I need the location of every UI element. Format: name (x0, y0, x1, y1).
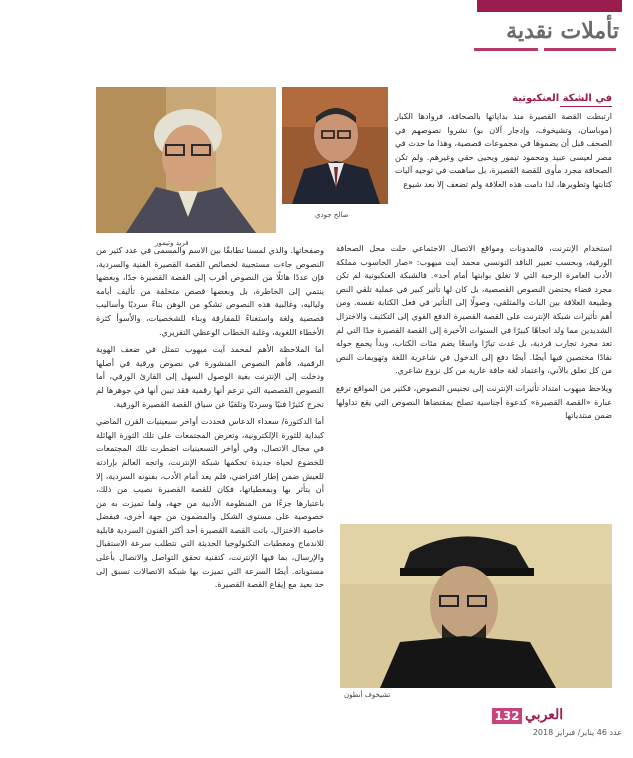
article-paragraph: أما الدكتورة/ سعداء الدعاس فحددت أواخر سبعينيات القرن الماضي كبداية للثورة الإلكترونية، وتعرض المجتمعات على تلك الثورة الهائلة في مجال الاتصال، وفي أواخر التسعينيات اضطرت تلك المجتمعات للخضوع لحياة جديدة تحكمها شبكة الإنترنت، واتجه العالم بإرادته للعيش ضمن إطار افتراضي، فلم يعد أمام الأدب، بفنونه السردية، إلا أن يتأثر بها وبمعطياتها، فكان للقصة القصيرة نصيب من ذلك، باعتبارها جزءًا من المنظومة الأدبية من جهة، ولما تميزت به من خصوصية على مستوى الشكل والمضمون من جهة أخرى، فبفضل خاصية الاختزال، باتت القصة القصيرة أحد أكثر الفنون السردية قابلية للاندماج ومعطيات التكنولوجيا الحديثة التي تتطلب سرعة الاستقبال والإرسال، بما فيها الإنترنت، كتقنية تحقق التواصل والاتصال بأعلى مستوياته. أيضًا السرعة التي تميزت بها شبكة الاتصالات تسبق إلى حد بعيد مع إيقاع القصة القصيرة. (96, 416, 324, 590)
portrait-suit-photo (282, 87, 388, 204)
article-paragraph: أما الملاحظة الأهم لمحمد آيت ميهوب تتمثل في ضعف الهوية الرقمية، فأهم النصوص المنشورة في نصوص ورقية في أصلها ودخلت إلى الإنترنت بغية الوصول السهل إلى القارئ الورقي، أما النصوص القصصية التي تزعم أنها رقمية فقد تبين أنها في جوهرها لم تخرج كثيرًا فنيًا وسرديًا وتلقيًا عن سياق القصة القصيرة الورقية. (96, 344, 324, 409)
article-paragraph: ويلاحظ ميهوب امتداد تأثيرات الإنترنت إلى تجنيس النصوص، فكثير من المواقع ترفع عبارة «القصة القصيرة» كدعوة أجناسية تصلح بمقتضاها النصوص التي يقع تداولها ضمن منتدياتها (336, 382, 612, 421)
article-column-left (96, 244, 324, 596)
article-paragraph: وصفحاتها. والذي لمسنا تطابقًا بين الاسم والمسمى في عدد كثير من النصوص جاءت مستجيبة لخصائص القصة القصيرة الفنية والسردية، فإن عددًا هائلًا من النصوص أقرب إلى القصة القصيرة جدًا، وبعضها ينتمي إلى الخاطرة، بل وبعضها قصص متخلفة من تأليف أيامه ولياليه، وغالبية هذه النصوص تشكو من الوهن بناءً سرديًا وأساليب قصصية ولغة واستغناءً للمفارقة وبناء للشخصيات، والأسوأ كثرة الأخطاء اللغوية، وغلبة الخطاب الوعظي التقريري. (96, 245, 324, 337)
header-stripe (474, 48, 538, 51)
photo-caption: صالح جودي (315, 211, 349, 219)
section-title: في الشكة العنكبوتية (512, 93, 612, 104)
chekhov-portrait-photo (340, 524, 612, 688)
issue-info: عدد 46 يناير/ فبراير 2018 (532, 728, 622, 737)
page-number: 132 (492, 708, 522, 724)
article-column-right-top (395, 110, 612, 196)
page-header-title: تأملات نقدية (506, 18, 619, 44)
article-paragraph: ارتبطت القصة القصيرة منذ بداياتها بالصحافة، فروادها الكبار (موباسان، وتشيخوف، وإدجار آلان بو) نشروا نصوصهم في الصحف قبل أن يضموها في مجموعات قصصية، وهذا ما حدث في مصر لعيسى عبيد ومحمود تيمور ويحيى حقي وغيرهم. ولم تكن الصحافة مجرد مأوى للقصة القصيرة، بل ساهمت في توجيه آليات كتابتها وتطويرها، لذا دامت هذه العلاقة ولم تضعف إلا بعد شيوع (395, 111, 612, 189)
photo-caption: تشيخوف أنطون (344, 691, 391, 699)
section-divider (560, 106, 612, 107)
portrait-painting-photo (96, 87, 276, 233)
article-column-right (336, 242, 612, 427)
header-accent-bar (477, 0, 622, 12)
header-stripe (544, 48, 616, 51)
magazine-logo: العربي (525, 707, 564, 723)
article-paragraph: استخدام الإنترنت، فالمدونات ومواقع الاتصال الاجتماعي حلت محل الصحافة الورقية، وبحسب تعبير الناقد التونسي محمد آيت ميهوب: «صار الحاسوب مملكة الأدب العامرة الرحبة التي لا تغلق بوابتها أمام أحد». فالشبكة العنكبوتية لم تكن مجرد فضاء يحتضن النصوص القصصية، بل كان لها تأثير كبير في عملية تلقي النص وطبيعة العلاقة بين الباث والمتلقي، وصولًا إلى التأثير في فعل الكتابة نفسه. ومن أهم تأثيرات شبكة الإنترنت على القصة القصيرة الدفع القوي إلى التكثيف والاختزال الشديدين مما ولد اتجاهًا كبيرًا في السنوات الأخيرة إلى القصة القصيرة جدًا التي لم تعد مجرد تجارب فردية، بل غدت تيارًا واسعًا يضم مئات الكتاب، وبدأ يجمع حوله نقادًا مختصين فيها أيضًا. أيضًا دفع إلى الدخول في شاعرية اللغة وتهويمات النص من كل تعلق بالآني، واعتماد لغة جافة عارية من كل نزوع شاعري. (336, 243, 612, 376)
photo-caption: فريد وتيمور (155, 239, 189, 247)
